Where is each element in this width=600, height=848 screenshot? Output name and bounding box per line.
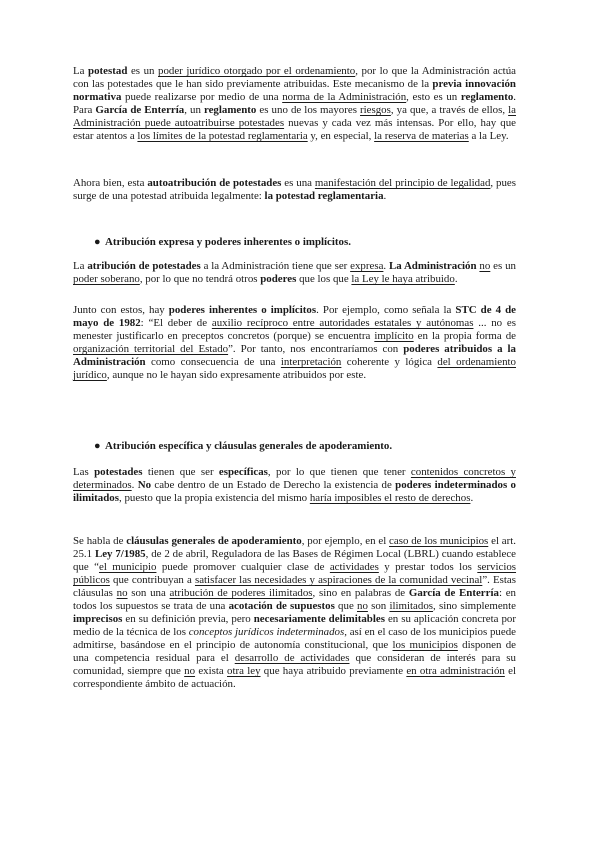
text-run: , por lo que tienen que tener: [267, 466, 411, 478]
underlined-phrase: organización territorial del Estado: [73, 343, 229, 355]
bold-term: atribución de potestades: [87, 260, 201, 272]
bold-term: necesariamente delimitables: [253, 613, 385, 625]
underlined-phrase: del ordenamiento jurídico: [73, 356, 516, 381]
text-run: , sino en palabras de: [312, 587, 409, 599]
bold-term: cláusulas generales de apoderamiento: [126, 535, 302, 547]
text-run: .: [383, 190, 387, 202]
bold-term: potestades: [94, 466, 143, 478]
text-run: y prestar todos los: [378, 561, 478, 573]
text-run: , por lo que no tendrá otros: [139, 273, 261, 285]
text-run: Se habla de: [73, 535, 127, 547]
text-run: La: [73, 65, 89, 77]
underlined-phrase: poder jurídico otorgado por el ordenamiento: [158, 65, 356, 77]
bullet-icon: ●: [94, 440, 101, 452]
underlined-phrase: interpretación: [280, 356, 342, 368]
underlined-phrase: haría imposibles el resto de derechos: [309, 492, 471, 504]
bold-term: poderes: [260, 273, 297, 285]
text-run: Ahora bien, esta: [73, 177, 148, 189]
text-run: , de 2 de abril, Reguladora de las Bases de Régimen Local (LBRL) cuando establece que “: [73, 548, 516, 573]
text-run: Las: [73, 466, 95, 478]
underlined-phrase: norma de la Administración: [282, 91, 407, 103]
underlined-phrase: los límites de la potestad reglamentaria: [137, 130, 308, 142]
underlined-phrase: implícito: [374, 330, 414, 342]
text-run: ”. Estas cláusulas: [73, 574, 517, 599]
underlined-phrase: desarrollo de actividades: [234, 652, 350, 664]
paragraph-clausulas-generales: [73, 535, 516, 691]
bullet-icon: ●: [94, 236, 101, 248]
bold-term: autoatribución de potestades: [147, 177, 282, 189]
text-run: , sino simplemente: [433, 600, 516, 612]
text-run: : en todos los supuestos se trata de una: [73, 587, 516, 612]
paragraph-atribucion-expresa: [73, 260, 516, 286]
text-run: es uno de los mayores: [256, 104, 361, 116]
underlined-phrase: la Administración puede autoatribuirse potestades: [73, 104, 517, 129]
text-run: , un: [184, 104, 204, 116]
underlined-phrase: no: [479, 260, 491, 272]
bold-term: García de Enterría: [408, 587, 499, 599]
text-run: puede realizarse por medio de una: [121, 91, 283, 103]
text-run: y, en especial,: [307, 130, 375, 142]
text-run: , aunque no le hayan sido expresamente atribuidos por este.: [106, 369, 367, 381]
text-run: cabe dentro de un Estado de Derecho la existencia de: [151, 479, 396, 491]
underlined-phrase: atribución de poderes ilimitados: [169, 587, 313, 599]
section-heading-atribucion-especifica: [94, 440, 525, 453]
text-run: es un: [127, 65, 159, 77]
underlined-phrase: el municipio: [98, 561, 157, 573]
text-run: es una: [281, 177, 315, 189]
text-run: el art. 25.1: [73, 535, 517, 560]
underlined-phrase: en otra administración: [406, 665, 505, 677]
text-run: .: [383, 260, 389, 272]
heading-text: Atribución específica y cláusulas generales de apoderamiento.: [105, 440, 393, 452]
text-run: .: [470, 492, 474, 504]
bold-term: reglamento: [203, 104, 257, 116]
bold-term: la potestad reglamentaria: [264, 190, 384, 202]
text-run: , pues surge de una potestad atribuida legalmente:: [73, 177, 516, 202]
underlined-phrase: riesgos: [360, 104, 391, 116]
bold-term: imprecisos: [73, 613, 123, 625]
bold-term: poderes indeterminados o ilimitados: [73, 479, 516, 504]
bold-term: reglamento: [460, 91, 514, 103]
underlined-phrase: auxilio recíproco entre autoridades estatales y autónomas: [211, 317, 474, 329]
underlined-phrase: poder soberano: [73, 273, 140, 285]
text-run: disponen de una competencia residual para el: [73, 639, 516, 664]
paragraph-autoatribucion: [73, 177, 516, 203]
underlined-phrase: no: [184, 665, 196, 677]
text-run: coherente y lógica: [341, 356, 438, 368]
underlined-phrase: ilimitados: [389, 600, 434, 612]
text-run: que contribuyan a: [109, 574, 195, 586]
text-run: nuevas y cada vez más intensas. Por ello, hay que estar atentos a: [73, 117, 516, 142]
text-run: el correspondiente ámbito de actuación.: [73, 665, 516, 690]
underlined-phrase: contenidos concretos y determinados: [73, 466, 516, 491]
text-run: , por lo que la Administración actúa con las potestades que le han sido previamente atribuidas. Este mecanismo de la: [73, 65, 516, 90]
text-run: .: [454, 273, 458, 285]
paragraph-potestad: [73, 65, 516, 143]
underlined-phrase: los municipios: [392, 639, 458, 651]
text-run: tienen que ser: [142, 466, 219, 478]
bold-term: potestad: [88, 65, 128, 77]
text-run: puede promover cualquier clase de: [156, 561, 330, 573]
bold-term: poderes atribuidos a la Administración: [73, 343, 517, 368]
text-run: que los que: [296, 273, 352, 285]
italic-term: conceptos jurídicos indeterminados: [188, 626, 345, 638]
text-run: es un: [490, 260, 516, 272]
text-run: .: [131, 479, 138, 491]
text-run: son: [367, 600, 390, 612]
text-run: , ya que, a través de ellos,: [390, 104, 509, 116]
underlined-phrase: no: [116, 587, 128, 599]
text-run: . Para: [73, 91, 517, 116]
underlined-phrase: la reserva de materias: [374, 130, 469, 142]
text-run: son una: [127, 587, 170, 599]
bold-term: STC de 4 de mayo de 1982: [73, 304, 516, 329]
text-run: La: [73, 260, 88, 272]
text-run: ... no es menester justificarlo en preceptos concretos (porque) se encuentra: [73, 317, 516, 342]
text-run: a la Ley.: [468, 130, 509, 142]
text-run: en la propia forma de: [413, 330, 516, 342]
text-run: Junto con estos, hay: [73, 304, 169, 316]
text-run: exista: [195, 665, 228, 677]
text-run: que: [334, 600, 357, 612]
underlined-phrase: satisfacer las necesidades y aspiraciones de la comunidad vecinal: [194, 574, 483, 586]
underlined-phrase: otra ley: [227, 665, 261, 677]
underlined-phrase: no: [357, 600, 368, 612]
bold-term: No: [137, 479, 152, 491]
bold-term: poderes inherentes o implícitos: [168, 304, 317, 316]
underlined-phrase: la Ley le haya atribuido: [351, 273, 455, 285]
text-run: , por ejemplo, en el: [301, 535, 390, 547]
underlined-phrase: servicios públicos: [73, 561, 517, 586]
heading-text: Atribución expresa y poderes inherentes o implícitos.: [105, 236, 351, 248]
underlined-phrase: actividades: [329, 561, 379, 573]
bold-term: previa innovación normativa: [73, 78, 516, 103]
section-heading-atribucion-expresa: [94, 236, 525, 249]
bold-term: García de Enterría: [95, 104, 185, 116]
paragraph-poderes-implicitos: [73, 304, 516, 382]
text-run: , así en el caso de los municipios puede admitirse, basándose en el principio de autonomía constitucional, que: [73, 626, 516, 651]
text-run: que consideran de interés para su comunidad, siempre que: [73, 652, 516, 677]
paragraph-potestades-especificas: [73, 466, 516, 505]
bold-term: Ley 7/1985: [94, 548, 146, 560]
underlined-phrase: manifestación del principio de legalidad: [314, 177, 491, 189]
text-run: en su definición previa, pero: [122, 613, 254, 625]
bold-term: La Administración: [388, 260, 477, 272]
text-run: : “El deber de: [140, 317, 212, 329]
text-run: como consecuencia de una: [145, 356, 281, 368]
bold-term: acotación de supuestos: [228, 600, 335, 612]
text-run: en su aplicación concreta por medio de la técnica de los: [73, 613, 516, 638]
underlined-phrase: caso de los municipios: [389, 535, 489, 547]
text-run: , puesto que la propia existencia del mismo: [119, 492, 310, 504]
text-run: , esto es un: [406, 91, 461, 103]
text-run: ”. Por tanto, nos encontraríamos con: [228, 343, 404, 355]
text-run: que haya atribuido previamente: [260, 665, 407, 677]
bold-term: específicas: [218, 466, 268, 478]
underlined-phrase: expresa: [350, 260, 384, 272]
text-run: a la Administración tiene que ser: [200, 260, 351, 272]
text-run: . Por ejemplo, como señala la: [316, 304, 456, 316]
